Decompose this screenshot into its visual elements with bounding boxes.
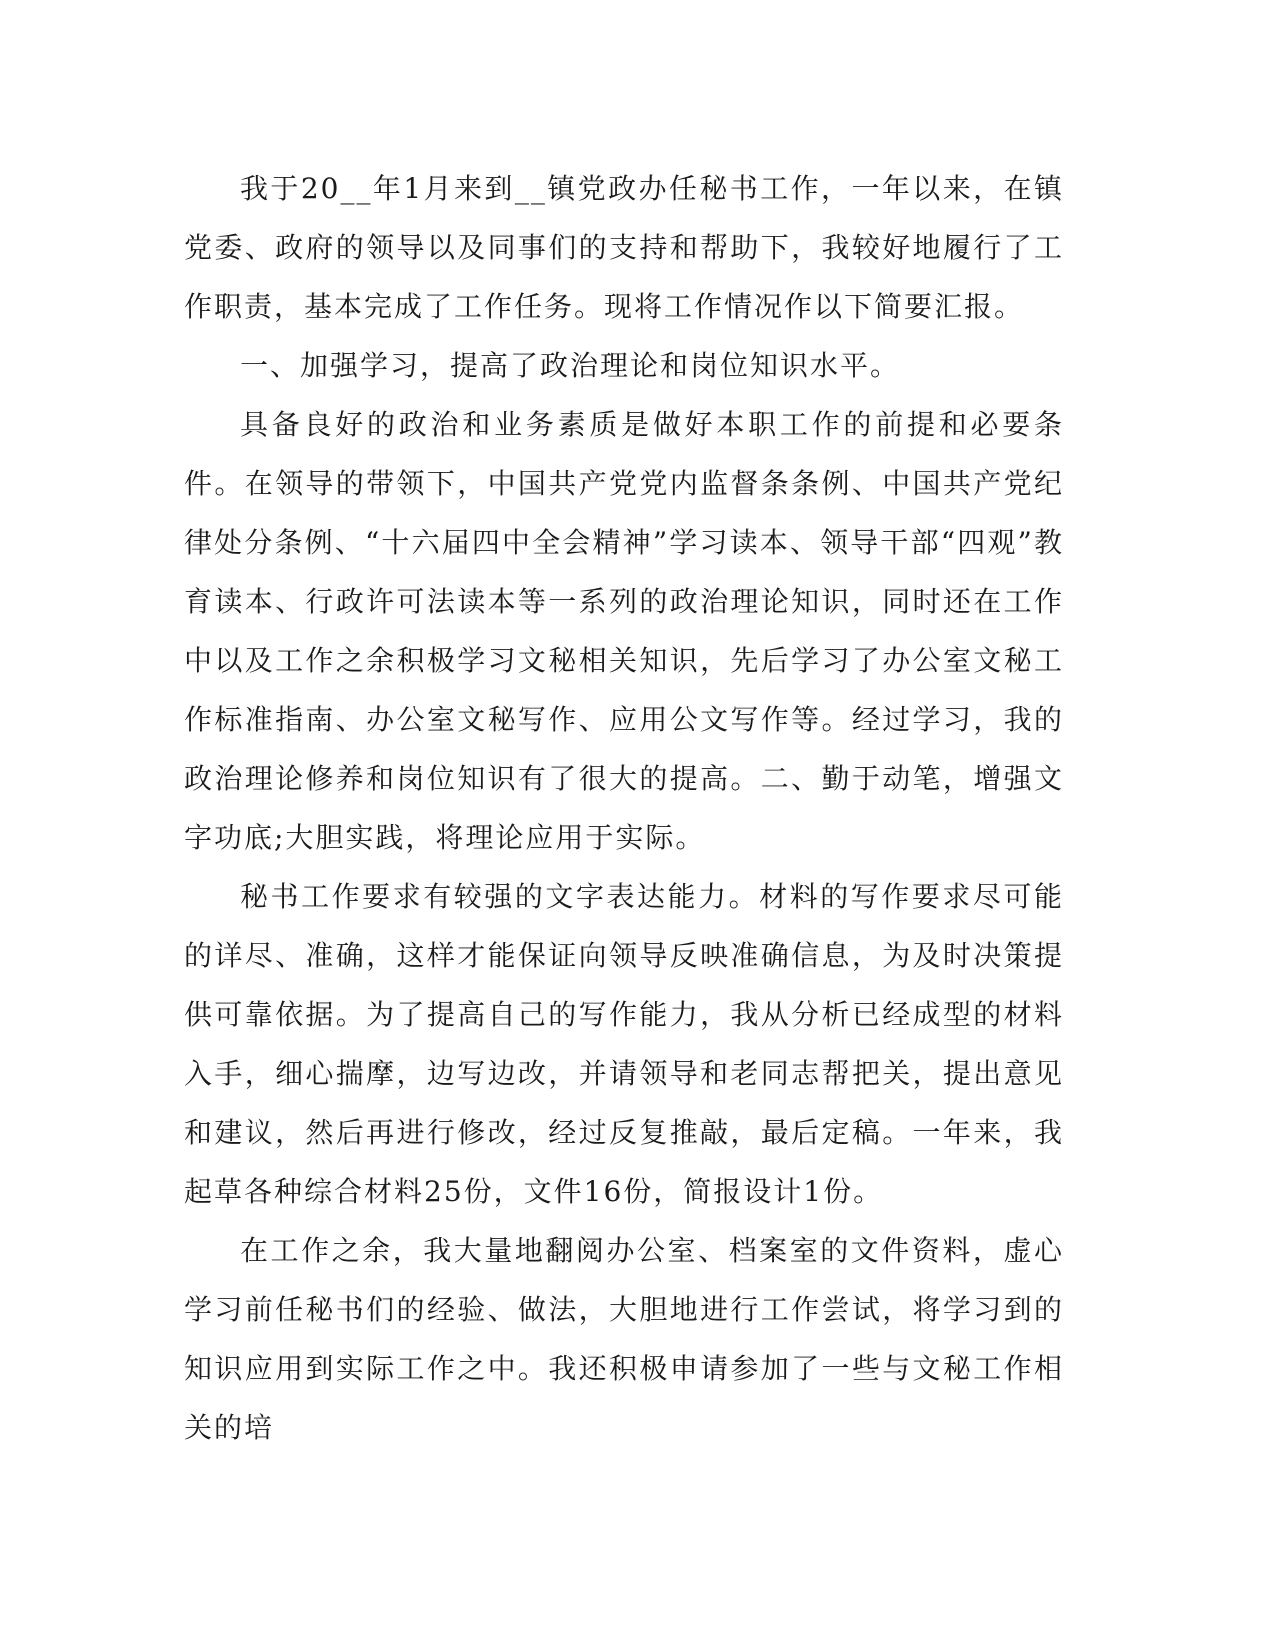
paragraph-practice: 在工作之余，我大量地翻阅办公室、档案室的文件资料，虚心学习前任秘书们的经验、做法，大胆地进行工作尝试，将学习到的知识应用到实际工作之中。我还积极申请参加了一些与文秘工作相关的培 [184, 1234, 1064, 1444]
section-heading-1: 一、加强学习，提高了政治理论和岗位知识水平。 [240, 349, 901, 382]
paragraph-intro: 我于20__年1月来到__镇党政办任秘书工作，一年以来，在镇党委、政府的领导以及同事们的支持和帮助下，我较好地履行了工作职责，基本完成了工作任务。现将工作情况作以下简要汇报。 [184, 172, 1064, 323]
paragraph-study: 具备良好的政治和业务素质是做好本职工作的前提和必要条件。在领导的带领下，中国共产党党内监督条条例、中国共产党纪律处分条例、“十六届四中全会精神”学习读本、领导干部“四观”教育读本、行政许可法读本等一系列的政治理论知识，同时还在工作中以及工作之余积极学习文秘相关知识，先后学习了办公室文秘工作标准指南、办公室文秘写作、应用公文写作等。经过学习，我的政治理论修养和岗位知识有了很大的提高。二、勤于动笔，增强文字功底;大胆实践，将理论应用于实际。 [184, 408, 1064, 854]
document-body [184, 159, 1064, 1457]
paragraph-writing: 秘书工作要求有较强的文字表达能力。材料的写作要求尽可能的详尽、准确，这样才能保证向领导反映准确信息，为及时决策提供可靠依据。为了提高自己的写作能力，我从分析已经成型的材料入手，细心揣摩，边写边改，并请领导和老同志帮把关，提出意见和建议，然后再进行修改，经过反复推敲，最后定稿。一年来，我起草各种综合材料25份，文件16份，简报设计1份。 [184, 880, 1064, 1208]
